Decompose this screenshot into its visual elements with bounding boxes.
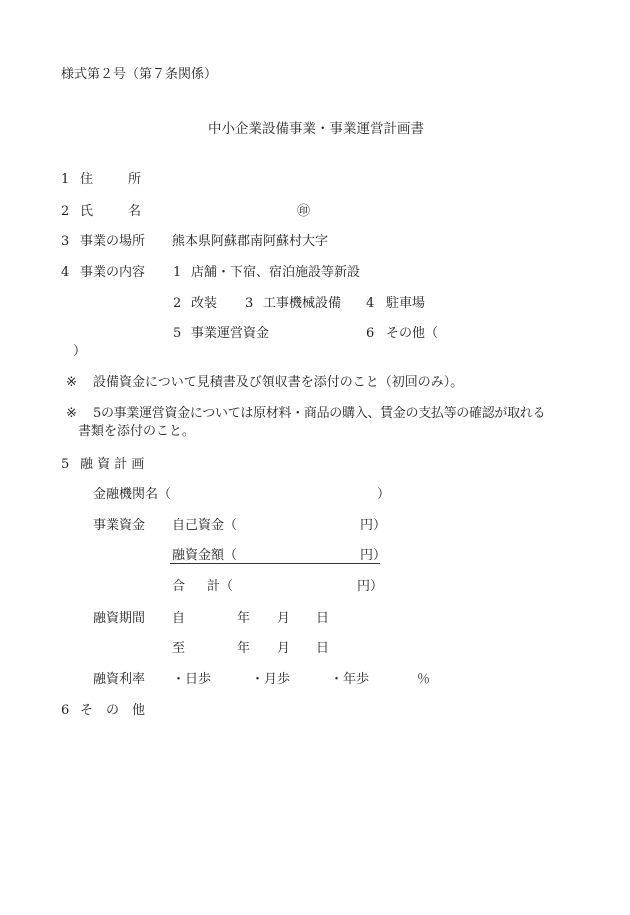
note-1-text: 設備資金について見積書及び領収書を添付のこと（初回のみ）。 — [93, 375, 464, 390]
option-4-label: 駐車場 — [386, 296, 426, 311]
rate-monthly: ・月歩 — [251, 672, 291, 687]
financing-plan-label: 融 資 計 画 — [80, 457, 145, 472]
section-6-number: 6 — [61, 703, 70, 718]
option-2-label: 改装 — [191, 296, 218, 311]
period-from-day: 日 — [316, 611, 330, 626]
option-1-number: 1 — [173, 265, 182, 280]
name-label-b: 名 — [128, 204, 142, 219]
bank-name-label: 金融機関名（ — [93, 487, 172, 502]
address-label-a: 住 — [80, 172, 94, 187]
rate-percent: ％ — [417, 672, 431, 687]
form-header: 様式第２号（第７条関係） — [61, 67, 218, 82]
loan-period-label: 融資期間 — [93, 611, 146, 626]
period-from: 自 — [172, 611, 186, 626]
total-label-b: 計（ — [207, 579, 234, 594]
rate-yearly: ・年歩 — [330, 672, 370, 687]
loan-amount-label: 融資金額（ — [172, 548, 238, 563]
section-4-number: 4 — [61, 265, 70, 280]
period-to-month: 月 — [277, 641, 291, 656]
own-funds-unit: 円） — [360, 518, 387, 533]
other-label: そ の 他 — [80, 703, 146, 718]
option-5-number: 5 — [173, 326, 182, 341]
option-5-label: 事業運営資金 — [191, 326, 270, 341]
address-label-b: 所 — [128, 172, 142, 187]
section-2-number: 2 — [61, 204, 70, 219]
total-label-a: 合 — [172, 579, 186, 594]
total-unit: 円） — [357, 579, 384, 594]
option-3-number: 3 — [245, 296, 254, 311]
period-from-year: 年 — [237, 611, 251, 626]
option-2-number: 2 — [173, 296, 182, 311]
interest-rate-label: 融資利率 — [93, 672, 146, 687]
option-4-number: 4 — [366, 296, 375, 311]
business-location-value: 熊本県阿蘇郡南阿蘇村大字 — [172, 234, 329, 249]
option-1-label: 店舗・下宿、宿泊施設等新設 — [191, 265, 361, 280]
seal-mark-icon: ㊞ — [297, 204, 311, 219]
page-title: 中小企業設備事業・事業運営計画書 — [208, 121, 424, 137]
business-funds-label: 事業資金 — [93, 518, 146, 533]
period-to-year: 年 — [237, 641, 251, 656]
name-label-a: 氏 — [80, 204, 94, 219]
bank-name-close: ） — [377, 487, 391, 502]
period-from-month: 月 — [277, 611, 291, 626]
option-3-label: 工事機械設備 — [263, 296, 342, 311]
loan-amount-unit: 円） — [360, 548, 387, 563]
note-2-mark: ※ — [66, 406, 77, 421]
own-funds-label: 自己資金（ — [172, 518, 238, 533]
note-2-text: 5の事業運営資金については原材料・商品の購入、賃金の支払等の確認が取れる — [93, 406, 546, 421]
other-close-paren: ） — [73, 344, 87, 359]
business-content-label: 事業の内容 — [80, 265, 146, 280]
period-to-day: 日 — [316, 641, 330, 656]
rate-daily: ・日歩 — [172, 672, 212, 687]
loan-amount-underline — [170, 563, 380, 564]
option-6-number: 6 — [366, 326, 375, 341]
section-1-number: 1 — [61, 172, 70, 187]
note-1-mark: ※ — [66, 375, 77, 390]
section-3-number: 3 — [61, 234, 70, 249]
section-5-number: 5 — [61, 457, 70, 472]
business-location-label: 事業の場所 — [80, 234, 146, 249]
option-6-label: その他（ — [386, 326, 439, 341]
note-2-text-continued: 書類を添付のこと。 — [78, 424, 196, 439]
period-to: 至 — [172, 641, 186, 656]
